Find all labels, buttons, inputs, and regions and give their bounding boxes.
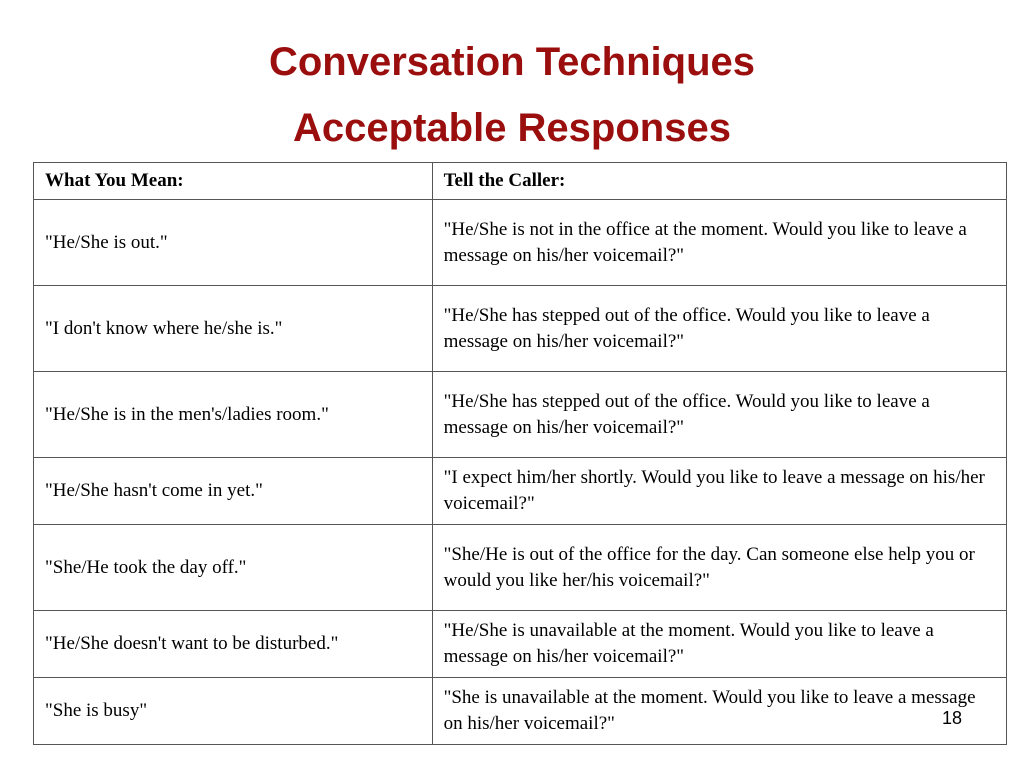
slide-subtitle: Acceptable Responses [293, 106, 731, 150]
response-cell: "He/She has stepped out of the office. Would you like to leave a message on his/her voicemail?" [432, 372, 1006, 458]
meaning-cell: "He/She doesn't want to be disturbed." [34, 611, 433, 678]
page-number: 18 [941, 708, 963, 728]
meaning-cell: "He/She hasn't come in yet." [34, 458, 433, 525]
meaning-cell: "She is busy" [34, 678, 433, 745]
meaning-cell: "He/She is in the men's/ladies room." [34, 372, 433, 458]
meaning-cell: "He/She is out." [34, 200, 433, 286]
header-tell-the-caller: Tell the Caller: [432, 163, 1006, 200]
response-cell: "He/She has stepped out of the office. Would you like to leave a message on his/her voicemail?" [432, 286, 1006, 372]
table-row [34, 200, 1007, 286]
table-row [34, 372, 1007, 458]
header-what-you-mean: What You Mean: [34, 163, 433, 200]
response-cell: "He/She is not in the office at the moment. Would you like to leave a message on his/her voicemail?" [432, 200, 1006, 286]
response-cell: "I expect him/her shortly. Would you like to leave a message on his/her voicemail?" [432, 458, 1006, 525]
responses-table [33, 162, 1007, 745]
table-row [34, 678, 1007, 745]
table-row [34, 458, 1007, 525]
table-header-row [34, 163, 1007, 200]
slide-title: Conversation Techniques [268, 40, 755, 84]
response-cell: "He/She is unavailable at the moment. Would you like to leave a message on his/her voicemail?" [432, 611, 1006, 678]
table-row [34, 525, 1007, 611]
table-row [34, 611, 1007, 678]
table-row [34, 286, 1007, 372]
response-cell: "She is unavailable at the moment. Would you like to leave a message on his/her voicemail?" [432, 678, 1006, 745]
meaning-cell: "She/He took the day off." [34, 525, 433, 611]
meaning-cell: "I don't know where he/she is." [34, 286, 433, 372]
response-cell: "She/He is out of the office for the day. Can someone else help you or would you like her/his voicemail?" [432, 525, 1006, 611]
